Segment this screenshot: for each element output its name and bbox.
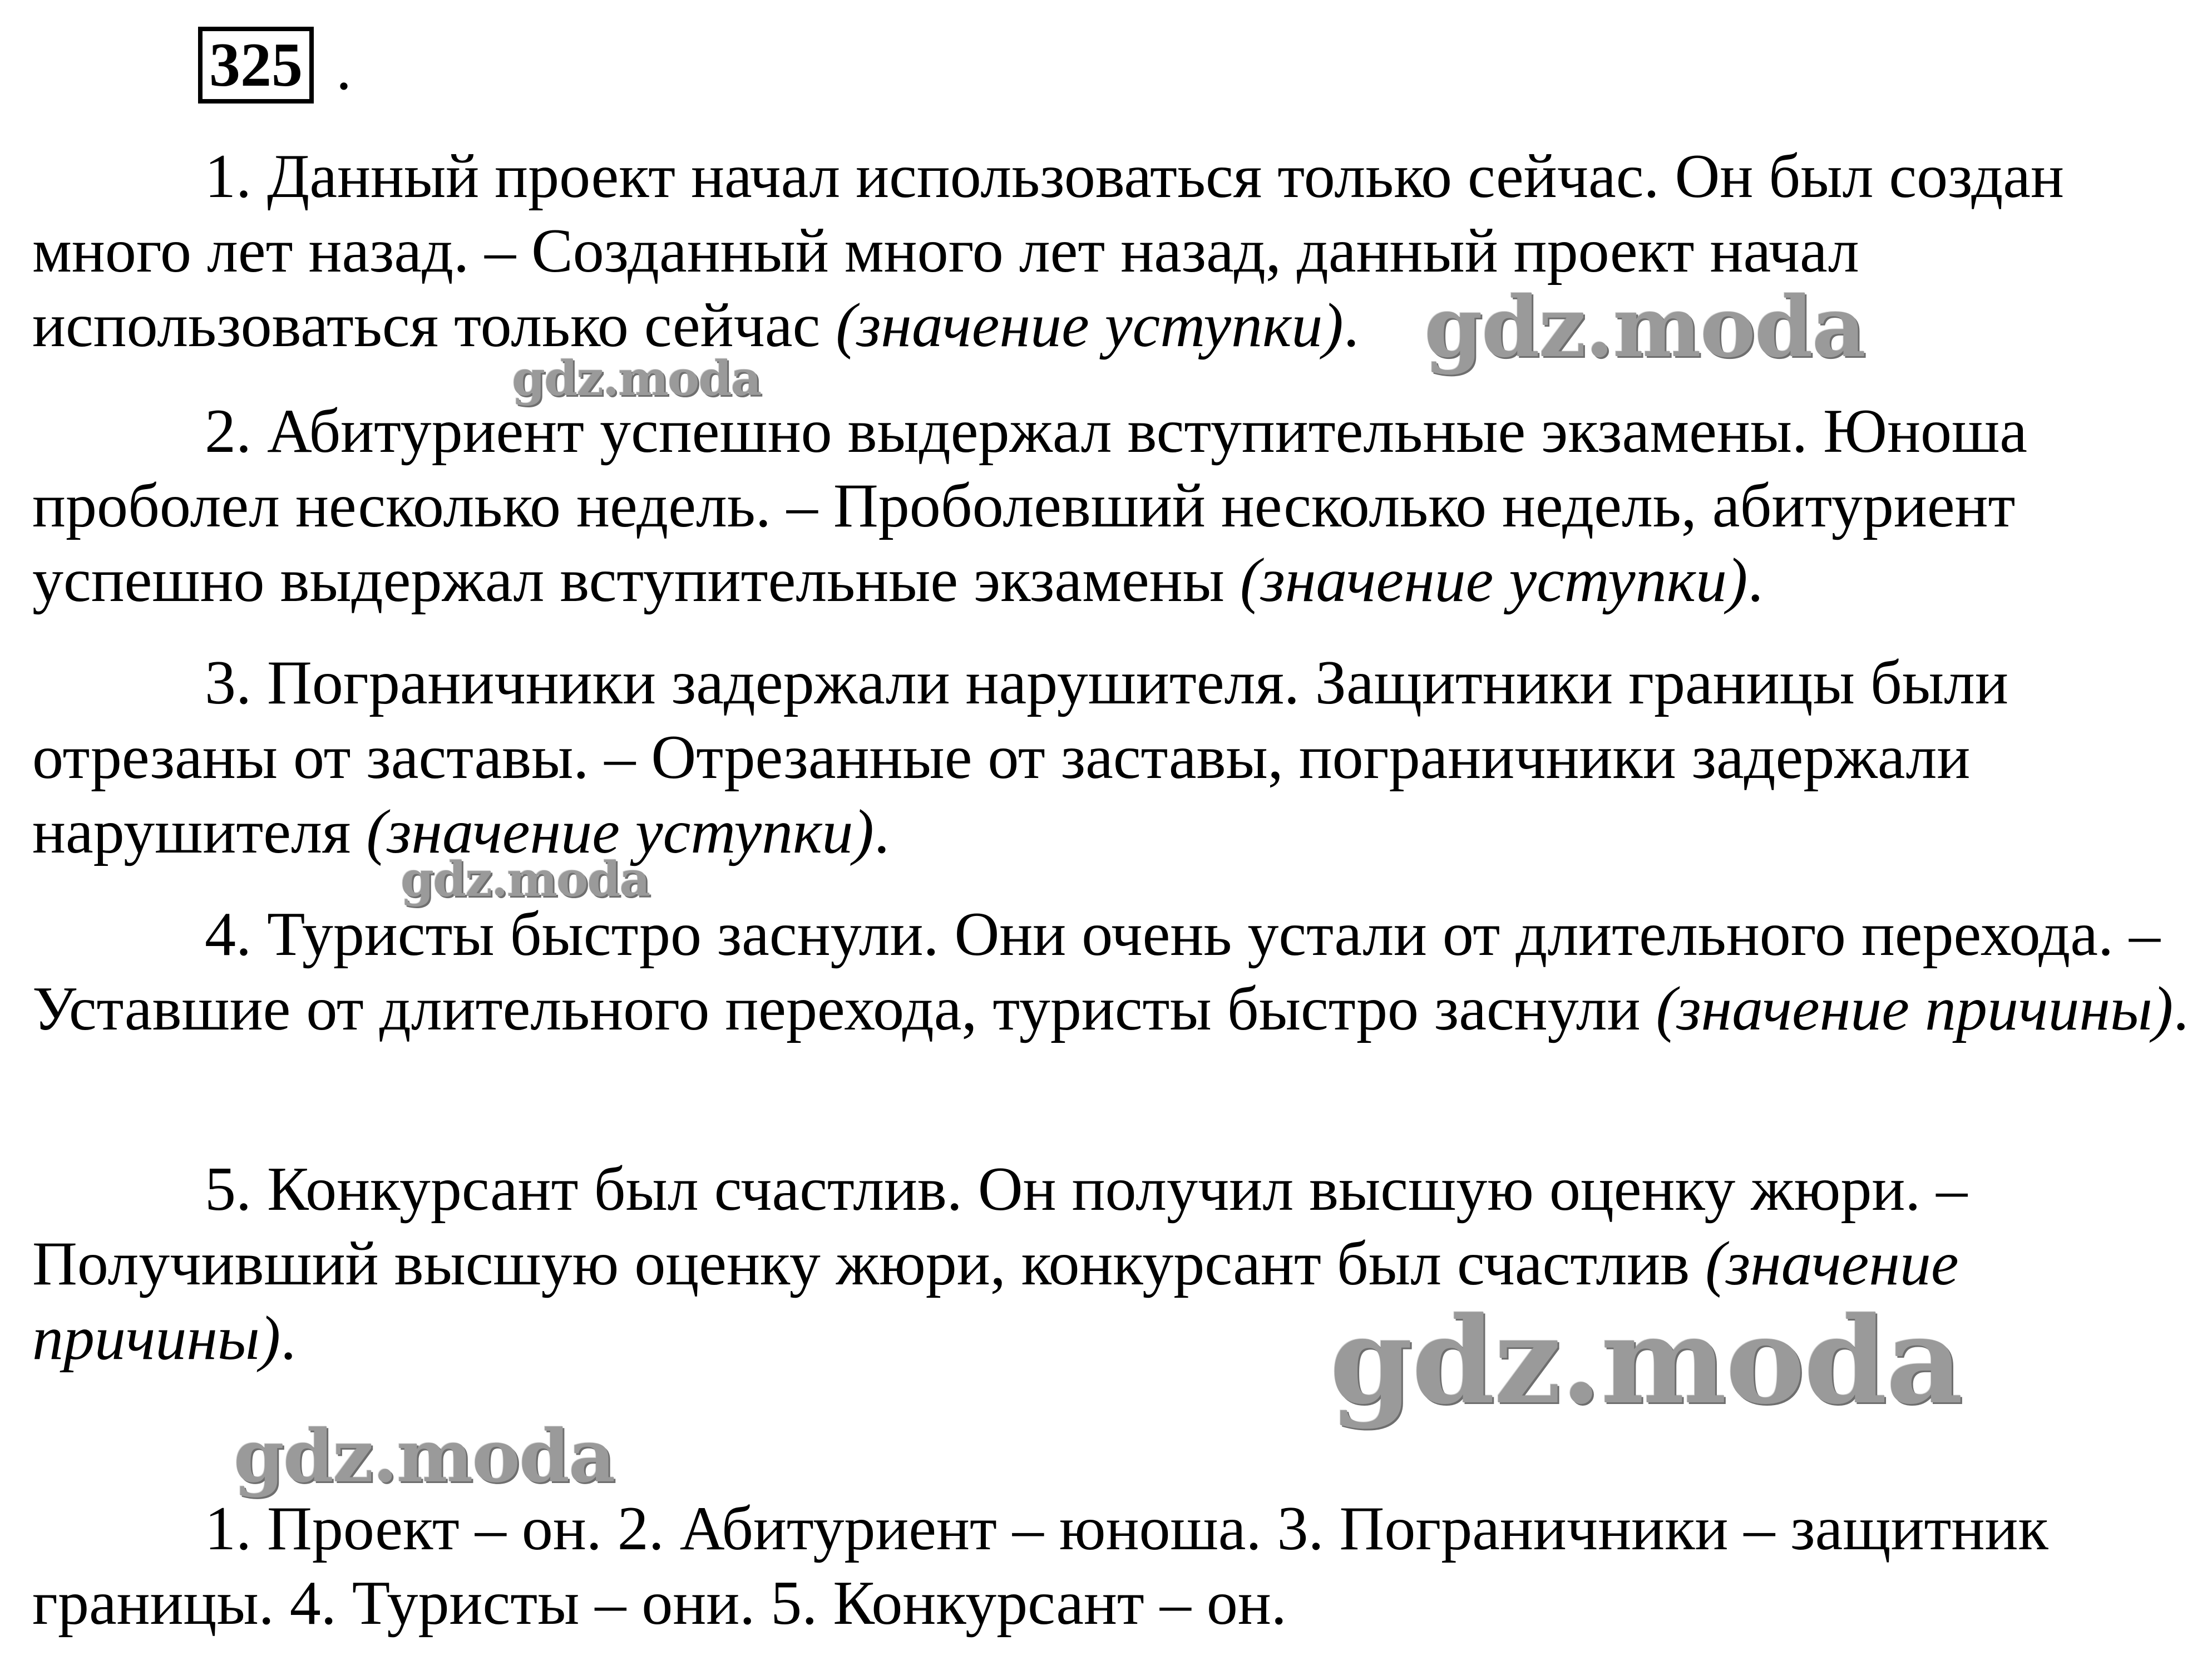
paragraph-3 [32,646,2191,869]
paragraph-1-tail: . [1343,291,1359,360]
paragraph-3-note: (значение уступки) [366,797,874,866]
paragraph-2-note: (значение уступки) [1240,546,1748,615]
watermark: gdz.moda [1424,278,1865,376]
watermark: gdz.moda [512,351,761,407]
paragraph-5-text: 5. Конкурсант был счастлив. Он получил высшую оценку жюри. – Получивший высшую оценку жюри, конкурсант был счастлив [32,1155,1968,1298]
paragraph-1-text: 1. Данный проект начал использоваться только сейчас. Он был создан много лет назад. – Созданный много лет назад, данный проект начал использоваться только сейчас [32,142,2064,360]
paragraph-4 [32,897,2191,1046]
paragraph-5-note: (значение причины) [32,1229,1959,1373]
watermark: gdz.moda [234,1413,615,1499]
paragraph-2-tail: . [1747,546,1764,615]
paragraph-1-note: (значение уступки) [836,291,1344,360]
paragraph-4-text: 4. Туристы быстро заснули. Они очень устали от длительного перехода. – Уставшие от длительного перехода, туристы быстро заснули [32,900,2160,1043]
paragraph-2-text: 2. Абитуриент успешно выдержал вступительные экзамены. Юноша проболел несколько недель. – Проболевший несколько недель, абитуриент успешно выдержал вступительные экзамены [32,397,2027,615]
watermark: gdz.moda [1330,1291,1962,1431]
paragraph-1 [32,139,2191,363]
exercise-number-box: 325 [198,27,314,104]
exercise-number-dot: . [336,34,352,103]
paragraph-5-tail: . [280,1304,297,1373]
paragraph-4-note: (значение причины) [1656,974,2174,1043]
answer-paragraph: 1. Проект – он. 2. Абитуриент – юноша. 3. Пограничники – защитник границы. 4. Туристы – они. 5. Конкурсант – он. [32,1494,2048,1638]
paragraph-3-tail: . [873,797,890,866]
watermark: gdz.moda [401,851,650,908]
paragraph-4-tail: . [2173,974,2189,1043]
paragraph-2 [32,394,2191,618]
paragraph-3-text: 3. Пограничники задержали нарушителя. Защитники границы были отрезаны от заставы. – Отрезанные от заставы, пограничники задержали нарушителя [32,648,2008,866]
